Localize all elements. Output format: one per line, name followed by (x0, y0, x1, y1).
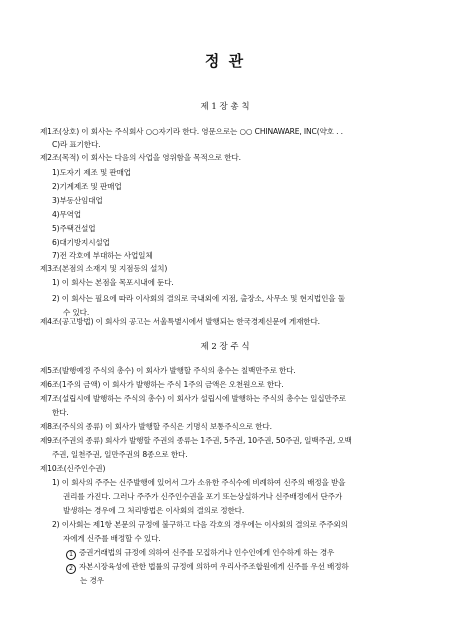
article-2-item-5: 5)주택건설업 (52, 224, 96, 233)
article-9-line-1: 제9조(주권의 종류) 회사가 발행할 주권의 종류는 1주권, 5주권, 10주권, 50주권, 일백주권, 오백 (40, 436, 352, 445)
article-10-line: 제10조(신주인수권) (40, 464, 106, 473)
article-10-para-2-line-2: 자에게 신주를 배정할 수 있다. (63, 534, 161, 543)
article-2-item-1: 1)도자기 제조 및 판매업 (52, 168, 131, 177)
document-title: 정 관 (204, 52, 246, 70)
article-10-para-2-line-1: 2) 이사회는 제1항 본문의 규정에 불구하고 다음 각호의 경우에는 이사회의 결의로 주주외의 (52, 520, 348, 529)
article-2-item-7: 7)전 각호에 부대하는 사업일체 (52, 251, 153, 260)
article-10-item-2-cont: 는 경우 (80, 576, 104, 585)
article-2-item-3: 3)부동산임대업 (52, 196, 103, 205)
article-10-item-2-text: 자본시장육성에 관한 법률의 규정에 의하여 우리사주조합원에게 신주를 우선 배정하 (79, 562, 349, 571)
article-1-line-2: C)라 표기한다. (52, 140, 101, 149)
article-7-line-2: 한다. (52, 408, 69, 417)
article-8-line: 제8조(주식의 종류) 이 회사가 발행할 주식은 기명식 보통주식으로 한다. (40, 422, 272, 431)
article-1-line-1: 제1조(상호) 이 회사는 주식회사 ○○자기라 한다. 영문으로는 ○○ CHINAWARE, INC(약호 . . (40, 127, 343, 136)
article-10-para-1-line-2: 권리를 가진다. 그러나 주주가 신주인수권을 포기 또는상실하거나 신주배정에서 단주가 (63, 492, 343, 501)
article-10-para-1-line-1: 1) 이 회사의 주주는 신주발행에 있어서 그가 소유한 주식수에 비례하여 신주의 배정을 받을 (52, 478, 346, 487)
chapter-1-heading: 제 1 장 총 칙 (200, 102, 250, 112)
article-2-item-6: 6)대기방지시설업 (52, 238, 110, 247)
article-10-item-1 (66, 548, 334, 560)
article-2-item-2: 2)기계제조 및 판매업 (52, 182, 122, 191)
article-3-item-2-cont: 수 있다. (63, 308, 90, 317)
article-3-item-2: 2) 이 회사는 필요에 따라 이사회의 결의로 국내외에 지점, 출장소, 사무소 및 현지법인을 둘 (52, 294, 345, 303)
article-10-item-2 (66, 562, 349, 574)
article-4-line: 제4조(공고방법) 이 회사의 공고는 서울특별시에서 발행되는 한국경제신문에 게재한다. (40, 317, 320, 326)
article-9-line-2: 주권, 일천주권, 일만주권의 8종으로 한다. (52, 450, 188, 459)
chapter-2-heading: 제 2 장 주 식 (200, 342, 250, 352)
article-2-item-4: 4)무역업 (52, 210, 82, 219)
article-5-line: 제5조(발행예정 주식의 총수) 이 회사가 발행할 주식의 총수는 칠백만주로 한다. (40, 366, 296, 375)
article-6-line: 제6조(1주의 금액) 이 회사가 발행하는 주식 1주의 금액은 오천원으로 한다. (40, 380, 284, 389)
article-3-line: 제3조(본점의 소재지 및 지점등의 설치) (40, 264, 168, 273)
circled-number-2: 2 (66, 564, 76, 574)
article-2-line: 제2조(목적) 이 회사는 다음의 사업을 영위함을 목적으로 한다. (40, 153, 241, 162)
article-3-item-1: 1) 이 회사는 본점을 목포시내에 둔다. (52, 278, 174, 287)
circled-number-1: 1 (66, 550, 76, 560)
article-7-line-1: 제7조(설립시에 발행하는 주식의 총수) 이 회사가 설립시에 발행하는 주식의 총수는 일십만주로 (40, 394, 346, 403)
article-10-item-1-text: 증권거래법의 규정에 의하여 신주를 모집하거나 인수인에게 인수하게 하는 경우 (79, 548, 335, 557)
article-10-para-1-line-3: 발생하는 경우에 그 처리방법은 이사회의 결의로 정한다. (63, 506, 245, 515)
